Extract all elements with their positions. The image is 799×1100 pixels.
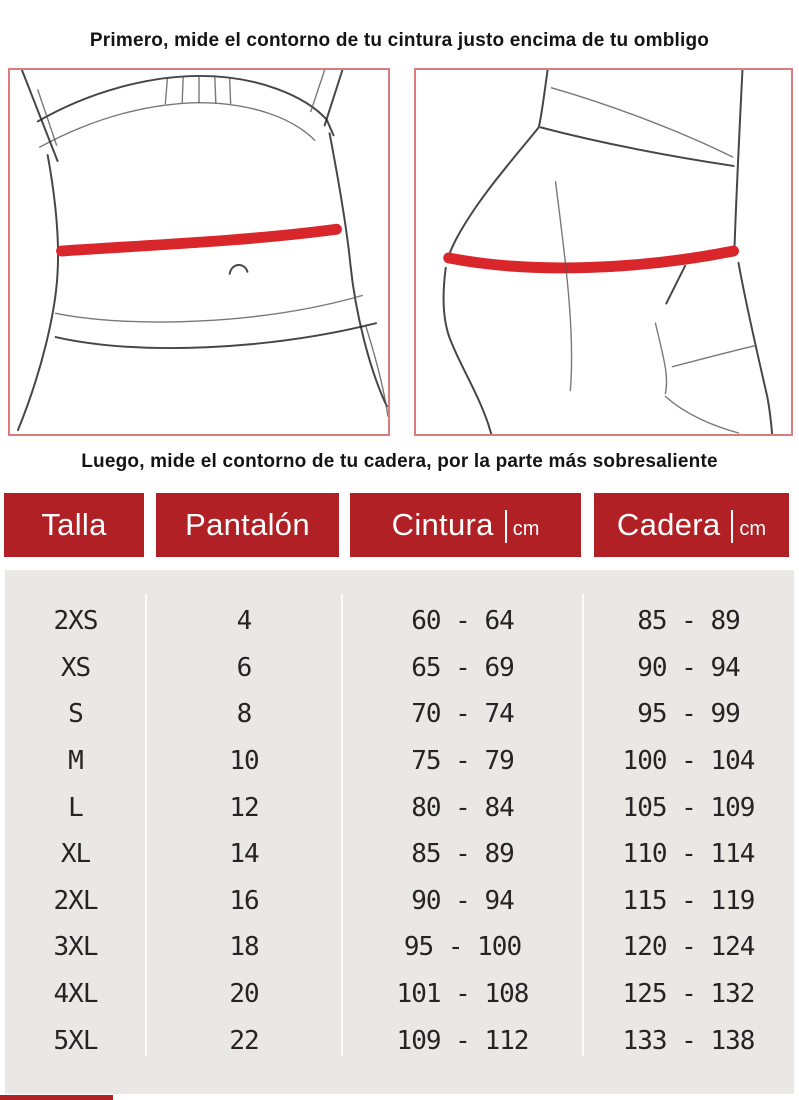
cell-cintura: 70 - 74 [411, 699, 514, 730]
header-unit: cm [739, 518, 767, 540]
cell-talla: XS [60, 652, 91, 683]
next-section-header-partial [0, 1095, 113, 1100]
cell-talla: 4XL [53, 979, 98, 1010]
table-row [5, 924, 794, 971]
table-row [5, 784, 794, 831]
unit-separator-bar [505, 510, 507, 543]
cell-cadera: 100 - 104 [622, 746, 755, 777]
cell-talla: M [68, 746, 83, 777]
cell-pantalon: 18 [229, 932, 259, 963]
hip-instruction-text: Luego, mide el contorno de tu cadera, por la parte más sobresaliente [81, 451, 718, 472]
side-hip-illustration [416, 70, 791, 434]
cell-cintura: 60 - 64 [411, 606, 514, 637]
front-torso-illustration-box [8, 68, 390, 436]
cell-talla: XL [60, 839, 91, 870]
header-label: Cadera [616, 507, 721, 542]
cell-pantalon: 22 [229, 1025, 259, 1056]
cell-cintura: 65 - 69 [411, 652, 514, 683]
table-row [5, 971, 794, 1018]
cell-cintura: 109 - 112 [396, 1025, 529, 1056]
header-cadera [594, 493, 789, 557]
cell-cadera: 85 - 89 [637, 606, 740, 637]
header-label: Cintura [391, 507, 494, 542]
cell-talla: 2XL [53, 885, 98, 916]
cell-cadera: 95 - 99 [637, 699, 740, 730]
side-hips-illustration-box [414, 68, 793, 436]
front-waist-illustration [10, 70, 388, 434]
cell-pantalon: 4 [236, 606, 252, 637]
header-talla [4, 493, 144, 557]
cell-talla: 2XS [53, 606, 98, 637]
header-label: Talla [41, 507, 107, 542]
cell-talla: 5XL [53, 1025, 98, 1056]
table-row [5, 645, 794, 692]
cell-cadera: 115 - 119 [622, 885, 755, 916]
cell-cintura: 90 - 94 [411, 885, 514, 916]
waist-instruction-text: Primero, mide el contorno de tu cintura justo encima de tu ombligo [89, 30, 710, 51]
cell-cadera: 110 - 114 [622, 839, 755, 870]
size-table-body [5, 570, 794, 1094]
cell-pantalon: 6 [236, 652, 252, 683]
cell-cintura: 101 - 108 [396, 979, 529, 1010]
header-pantalon [156, 493, 339, 557]
cell-cadera: 120 - 124 [622, 932, 755, 963]
cell-talla: 3XL [53, 932, 98, 963]
cell-cadera: 105 - 109 [622, 792, 755, 823]
table-row [5, 831, 794, 878]
cell-cadera: 90 - 94 [637, 652, 740, 683]
cell-talla: S [68, 699, 83, 730]
header-unit: cm [512, 518, 540, 540]
cell-cintura: 85 - 89 [411, 839, 514, 870]
cell-cintura: 80 - 84 [411, 792, 514, 823]
unit-separator-bar [731, 510, 733, 543]
header-label: Pantalón [185, 507, 310, 542]
cell-pantalon: 14 [229, 839, 259, 870]
cell-pantalon: 16 [229, 885, 259, 916]
cell-cadera: 125 - 132 [622, 979, 755, 1010]
table-row [5, 878, 794, 925]
cell-pantalon: 12 [229, 792, 259, 823]
table-row [5, 598, 794, 645]
cell-cintura: 75 - 79 [411, 746, 514, 777]
cell-cintura: 95 - 100 [403, 932, 522, 963]
header-cintura [350, 493, 581, 557]
table-row [5, 1017, 794, 1064]
table-row [5, 738, 794, 785]
size-table-rows [5, 598, 794, 1064]
cell-talla: L [68, 792, 83, 823]
cell-pantalon: 10 [229, 746, 259, 777]
table-row [5, 691, 794, 738]
cell-pantalon: 8 [236, 699, 252, 730]
cell-cadera: 133 - 138 [622, 1025, 755, 1056]
cell-pantalon: 20 [229, 979, 259, 1010]
